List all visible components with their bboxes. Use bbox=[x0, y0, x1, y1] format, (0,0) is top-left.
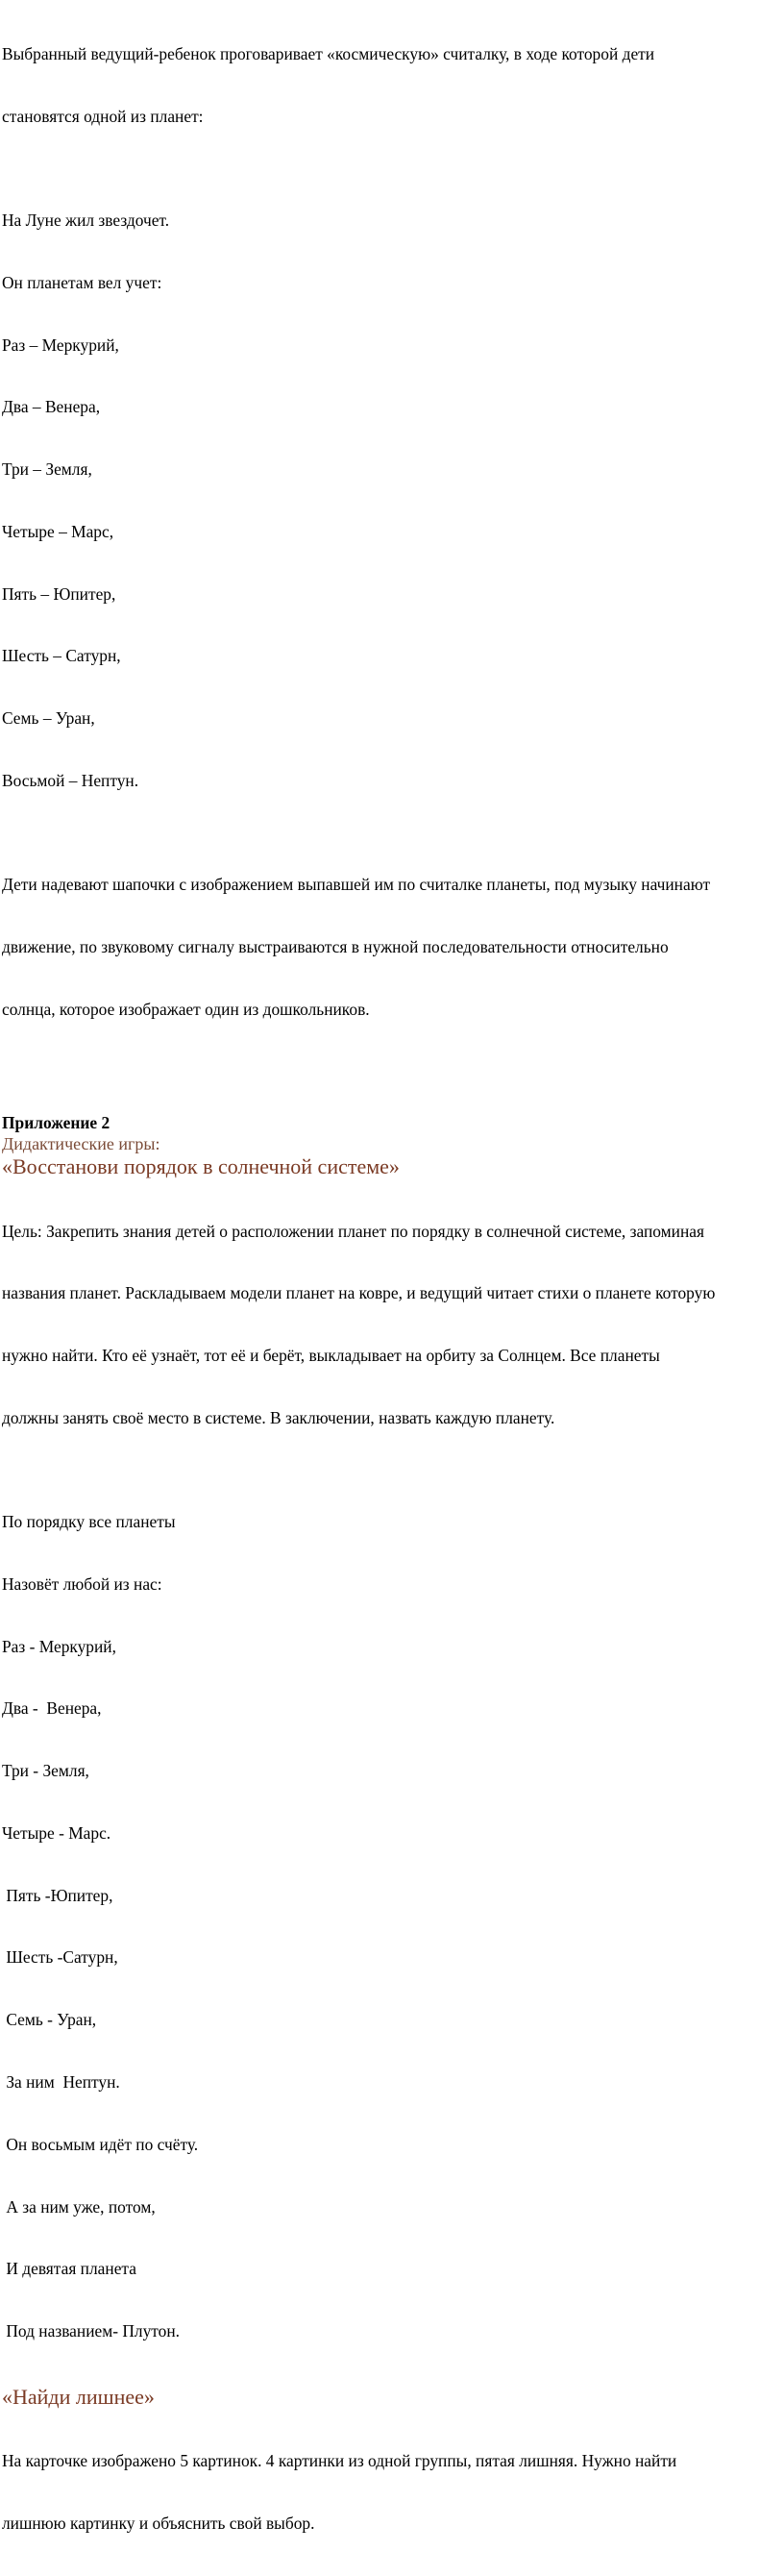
rhyme-line: На Луне жил звездочет. bbox=[2, 210, 170, 230]
rhyme-line: Два – Венера, bbox=[2, 397, 101, 417]
poem-line: Он восьмым идёт по счёту. bbox=[2, 2134, 199, 2154]
paragraph-line: Дети надевают шапочки с изображением выпавшей им по считалке планеты, под музыку начинают bbox=[2, 874, 711, 894]
rhyme-line: Четыре – Марс, bbox=[2, 521, 114, 541]
rhyme-line: Восьмой – Нептун. bbox=[2, 770, 139, 790]
appendix-subtitle: Дидактические игры: bbox=[2, 1133, 160, 1153]
poem-line: Четыре - Марс. bbox=[2, 1822, 111, 1843]
game1-poem bbox=[2, 1471, 780, 2384]
description-line: На карточке изображено 5 картинок. 4 картинки из одной группы, пятая лишняя. Нужно найти bbox=[2, 2451, 677, 2471]
rhyme-line: Три – Земля, bbox=[2, 459, 92, 480]
goal-line: должны занять своё место в системе. В заключении, назвать каждую планету. bbox=[2, 1408, 555, 1427]
poem-line: Назовёт любой из нас: bbox=[2, 1573, 162, 1594]
rhyme-line: Шесть – Сатурн, bbox=[2, 646, 121, 666]
poem-line: Раз - Меркурий, bbox=[2, 1636, 116, 1656]
goal-line: нужно найти. Кто её узнаёт, тот её и берёт, выкладывает на орбиту за Солнцем. Все планеты bbox=[2, 1346, 660, 1366]
poem-line: Пять -Юпитер, bbox=[2, 1885, 113, 1905]
intro-line: становятся одной из планет: bbox=[2, 106, 204, 126]
paragraph-line: солнца, которое изображает один из дошкольников. bbox=[2, 999, 370, 1019]
poem-line: Под названием- Плутон. bbox=[2, 2321, 181, 2341]
poem-line: И девятая планета bbox=[2, 2259, 136, 2279]
document-page bbox=[2, 0, 780, 2533]
rhyme-line: Он планетам вел учет: bbox=[2, 272, 162, 292]
counting-rhyme bbox=[2, 169, 780, 833]
appendix-title: Приложение 2 bbox=[2, 1113, 110, 1133]
intro-paragraph bbox=[2, 3, 780, 169]
poem-line: Три - Земля, bbox=[2, 1761, 89, 1781]
poem-line: По порядку все планеты bbox=[2, 1511, 176, 1531]
description-line: лишнюю картинку и объяснить свой выбор. bbox=[2, 2513, 315, 2533]
intro-line: Выбранный ведущий-ребенок проговаривает «космическую» считалку, в ходе которой дети bbox=[2, 44, 655, 64]
poem-line: Шесть -Сатурн, bbox=[2, 1947, 118, 1968]
after-rhyme-paragraph bbox=[2, 833, 780, 1062]
poem-line: А за ним уже, потом, bbox=[2, 2196, 156, 2217]
spacer bbox=[2, 1061, 780, 1113]
poem-line: Два - Венера, bbox=[2, 1698, 102, 1719]
rhyme-line: Пять – Юпитер, bbox=[2, 583, 116, 604]
game1-goal bbox=[2, 1179, 780, 1470]
goal-line: Цель: Закрепить знания детей о расположении планет по порядку в солнечной системе, запоминая bbox=[2, 1221, 704, 1241]
poem-line: Семь - Уран, bbox=[2, 2010, 97, 2030]
rhyme-line: Раз – Меркурий, bbox=[2, 334, 119, 355]
paragraph-line: движение, по звуковому сигналу выстраиваются в нужной последовательности относительно bbox=[2, 936, 669, 956]
game2-description bbox=[2, 2410, 780, 2576]
game1-title: «Восстанови порядок в солнечной системе» bbox=[2, 1154, 400, 1179]
poem-line: За ним Нептун. bbox=[2, 2072, 120, 2092]
goal-line: названия планет. Раскладываем модели планет на ковре, и ведущий читает стихи о планете которую bbox=[2, 1283, 716, 1303]
game2-title: «Найди лишнее» bbox=[2, 2384, 155, 2409]
rhyme-line: Семь – Уран, bbox=[2, 708, 95, 729]
